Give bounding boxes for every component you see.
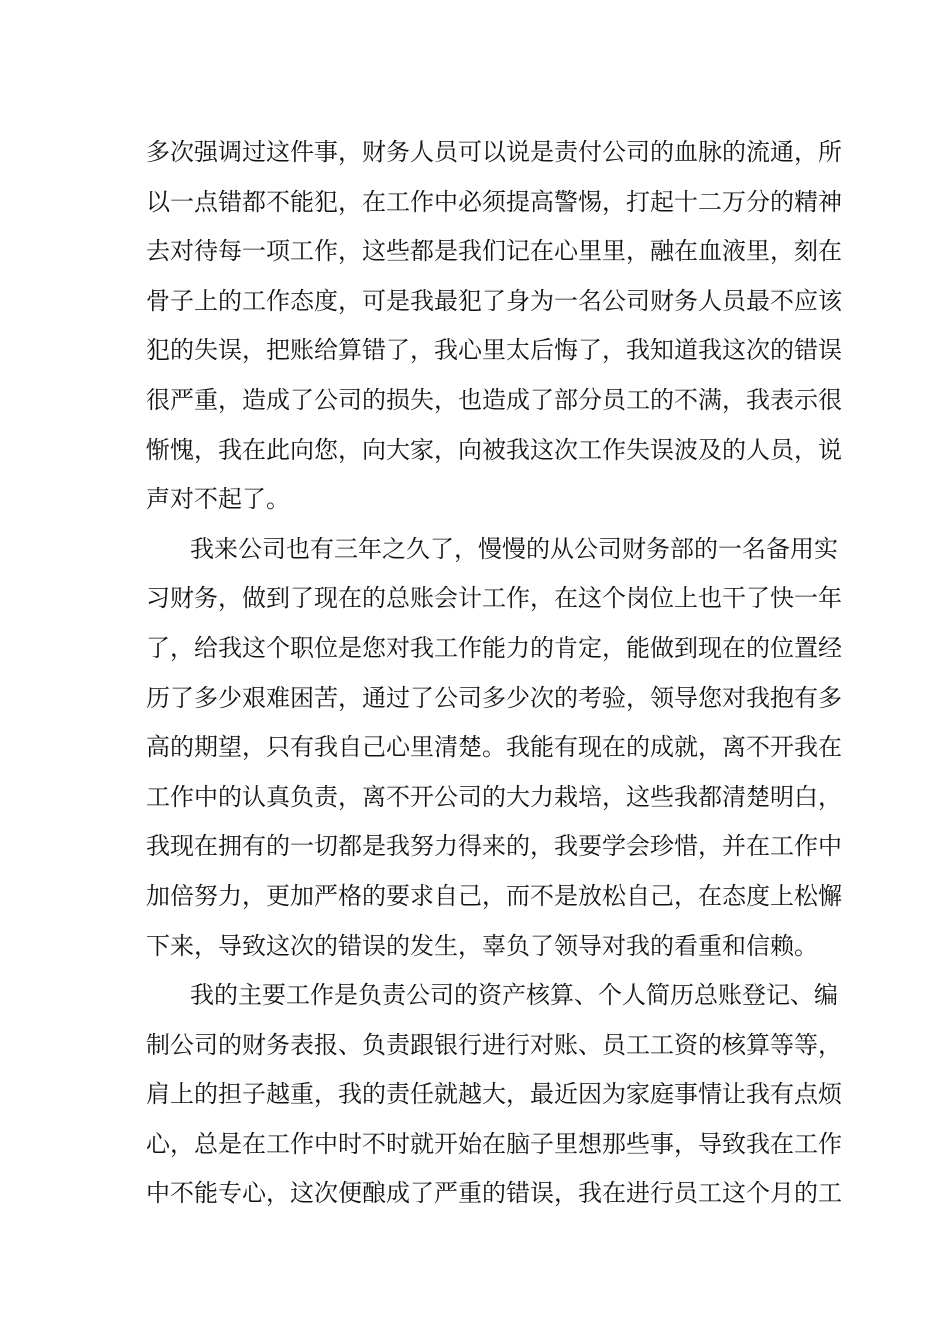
text-line: 高的期望，只有我自己心里清楚。我能有现在的成就，离不开我在 bbox=[146, 733, 842, 762]
text-line: 我现在拥有的一切都是我努力得来的，我要学会珍惜，并在工作中 bbox=[146, 832, 842, 861]
text-line: 我来公司也有三年之久了，慢慢的从公司财务部的一名备用实 bbox=[190, 534, 838, 563]
text-line: 声对不起了。 bbox=[146, 485, 290, 514]
text-line: 骨子上的工作态度，可是我最犯了身为一名公司财务人员最不应该 bbox=[146, 286, 842, 315]
text-line: 了，给我这个职位是您对我工作能力的肯定，能做到现在的位置经 bbox=[146, 633, 842, 662]
text-line: 惭愧，我在此向您，向大家，向被我这次工作失误波及的人员，说 bbox=[146, 435, 842, 464]
text-line: 去对待每一项工作，这些都是我们记在心里里，融在血液里，刻在 bbox=[146, 237, 842, 266]
text-line: 肩上的担子越重，我的责任就越大，最近因为家庭事情让我有点烦 bbox=[146, 1080, 842, 1109]
text-line: 以一点错都不能犯，在工作中必须提高警惕，打起十二万分的精神 bbox=[146, 187, 842, 216]
paragraph-3 bbox=[146, 971, 842, 1219]
text-line: 很严重，造成了公司的损失，也造成了部分员工的不满，我表示很 bbox=[146, 385, 842, 414]
text-line: 工作中的认真负责，离不开公司的大力栽培，这些我都清楚明白， bbox=[146, 782, 842, 811]
text-line: 我的主要工作是负责公司的资产核算、个人简历总账登记、编 bbox=[190, 981, 838, 1010]
paragraph-2 bbox=[146, 525, 842, 971]
text-line: 加倍努力，更加严格的要求自己，而不是放松自己，在态度上松懈 bbox=[146, 881, 842, 910]
text-line: 中不能专心，这次便酿成了严重的错误，我在进行员工这个月的工 bbox=[146, 1179, 842, 1208]
text-line: 习财务，做到了现在的总账会计工作，在这个岗位上也干了快一年 bbox=[146, 584, 842, 613]
text-line: 历了多少艰难困苦，通过了公司多少次的考验，领导您对我抱有多 bbox=[146, 683, 842, 712]
text-line: 犯的失误，把账给算错了，我心里太后悔了，我知道我这次的错误 bbox=[146, 336, 842, 365]
text-line: 心，总是在工作中时不时就开始在脑子里想那些事，导致我在工作 bbox=[146, 1129, 842, 1158]
paragraph-1 bbox=[146, 128, 842, 525]
document-body bbox=[146, 128, 842, 1219]
text-line: 制公司的财务表报、负责跟银行进行对账、员工工资的核算等等， bbox=[146, 1030, 842, 1059]
text-line: 下来，导致这次的错误的发生，辜负了领导对我的看重和信赖。 bbox=[146, 931, 818, 960]
text-line: 多次强调过这件事，财务人员可以说是责付公司的血脉的流通，所 bbox=[146, 138, 842, 166]
